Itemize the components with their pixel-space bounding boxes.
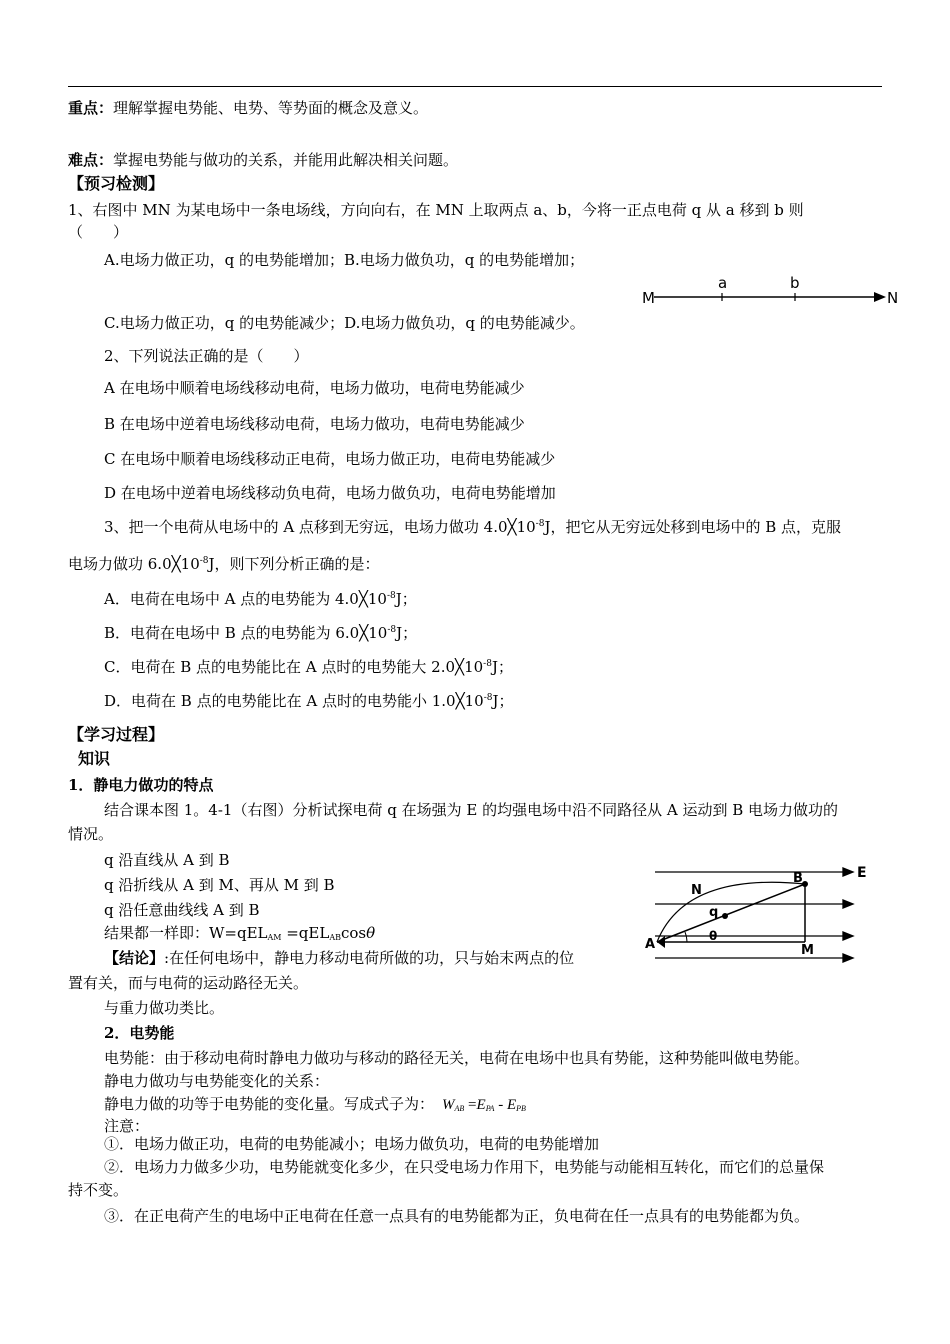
potential-energy-definition: 电势能：由于移动电荷时静电力做功与移动的路径无关，电荷在电场中也具有势能，这种势能叫做电势能。: [104, 1049, 810, 1067]
label-theta: θ: [709, 929, 718, 943]
q2-option-a: A 在电场中顺着电场线移动电荷，电场力做功，电荷电势能减少: [104, 379, 525, 397]
label-a: a: [718, 274, 728, 292]
section-2-title: 2．电势能: [104, 1024, 175, 1042]
arrow-head-icon: [874, 292, 886, 302]
work-result: 结果都一样即：W=qEL$_{AM}$ =qEL$_{AB}$cosθ: [104, 924, 376, 942]
note-2a: ②．电场力力做多少功，电势能就变化多少，在只受电场力作用下，电势能与动能相互转化，而它们的总量保: [104, 1158, 825, 1176]
difficulty-line: [68, 150, 458, 170]
uniform-field-figure: [645, 862, 885, 970]
focus-label: 重点：: [68, 99, 114, 117]
header-rule: [68, 86, 882, 87]
path-straight: q 沿直线从 A 到 B: [104, 851, 230, 869]
section-1-title: 1．静电力做功的特点: [68, 776, 214, 794]
label-a: A: [645, 937, 656, 952]
q1-text: 1、右图中 MN 为某电场中一条电场线，方向向右，在 MN 上取两点 a、b，今将一正点电荷 q 从 a 移到 b 则: [68, 201, 804, 219]
difficulty-label: 难点：: [68, 151, 114, 169]
q2-option-b: B 在电场中逆着电场线移动电荷，电场力做功，电荷电势能减少: [104, 415, 525, 433]
q3-option-a: A．电荷在电场中 A 点的电势能为 $4.0╳10^{-8}J$；: [104, 590, 417, 608]
work-formula: $W_{AB} =E_{PA} - E_{PB}$: [442, 1097, 526, 1113]
preview-heading: 【预习检测】: [68, 174, 165, 193]
label-b: b: [790, 274, 800, 292]
q1-paren: （ ）: [68, 223, 129, 241]
note-2b: 持不变。: [68, 1181, 129, 1199]
q2-text: 2、下列说法正确的是（ ）: [104, 347, 309, 365]
label-m: M: [642, 289, 655, 307]
s1-para-1: 结合课本图 1。4-1（右图）分析试探电荷 q 在场强为 E 的均强电场中沿不同路径从 A 运动到 B 电场力做功的: [104, 801, 839, 819]
label-b: B: [793, 871, 803, 886]
mn-field-line-figure: [640, 270, 902, 310]
path-polyline: q 沿折线从 A 到 M、再从 M 到 B: [104, 876, 335, 894]
q1-options-cd: C.电场力做正功，q 的电势能减少；D.电场力做负功，q 的电势能减少。: [104, 314, 585, 332]
process-heading: 【学习过程】: [68, 725, 165, 744]
focus-line: [68, 98, 428, 118]
q3-option-c: C．电荷在 B 点的电势能比在 A 点时的电势能大 $2.0╳10^{-8}J$；: [104, 658, 513, 676]
gravity-compare: 与重力做功类比。: [104, 999, 225, 1017]
difficulty-text: 掌握电势能与做功的关系，并能用此解决相关问题。: [113, 151, 459, 169]
knowledge-subheading: 知识: [78, 749, 111, 768]
q1-options-ab: A.电场力做正功，q 的电势能增加；B.电场力做负功，q 的电势能增加；: [104, 251, 585, 269]
label-e: E: [857, 865, 867, 881]
conclusion-line-1: 【结论】:在任何电场中，静电力移动电荷所做的功，只与始末两点的位: [104, 949, 575, 967]
q2-option-d: D 在电场中逆着电场线移动负电荷，电场力做负功，电荷电势能增加: [104, 484, 556, 502]
charge-q: [722, 913, 728, 919]
note-3: ③．在正电荷产生的电场中正电荷在任意一点具有的电势能都为正，负电荷在任一点具有的电势能都为负。: [104, 1207, 810, 1225]
q3-line-1: 3、把一个电荷从电场中的 A 点移到无穷远，电场力做功 $4.0╳10^{-8}J$，把它从无穷远处移到电场中的 B 点，克服: [104, 518, 842, 536]
work-equation-line: 静电力做的功等于电势能的变化量。写成式子为： $W_{AB} =E_{PA} - E_{PB}$: [104, 1095, 526, 1113]
path-ab: [657, 884, 805, 942]
conclusion-line-2: 置有关，而与电荷的运动路径无关。: [68, 974, 309, 992]
work-relation: 静电力做功与电势能变化的关系：: [104, 1072, 330, 1090]
q3-line-2: 电场力做功 $6.0╳10^{-8}J$，则下列分析正确的是：: [68, 555, 380, 573]
q3-option-b: B．电荷在电场中 B 点的电势能为 $6.0╳10^{-8}J$；: [104, 624, 418, 642]
q2-option-c: C 在电场中顺着电场线移动正电荷，电场力做正功，电荷电势能减少: [104, 450, 556, 468]
q3-option-d: D．电荷在 B 点的电势能比在 A 点时的电势能小 $1.0╳10^{-8}J$；: [104, 692, 514, 710]
focus-text: 理解掌握电势能、电势、等势面的概念及意义。: [113, 99, 429, 117]
label-n: N: [691, 883, 702, 898]
note-1: ①．电场力做正功，电荷的电势能减小；电场力做负功，电荷的电势能增加: [104, 1135, 600, 1153]
label-q: q: [709, 905, 719, 920]
s1-para-2: 情况。: [68, 825, 114, 843]
path-curve: q 沿任意曲线线 A 到 B: [104, 901, 260, 919]
label-m: M: [801, 943, 814, 958]
label-n: N: [887, 289, 899, 307]
note-label: 注意：: [104, 1117, 150, 1135]
